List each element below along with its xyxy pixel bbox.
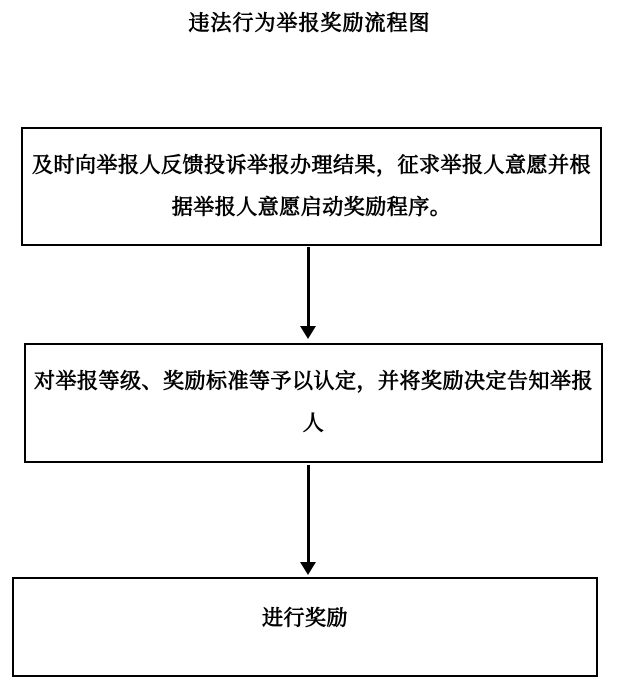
arrow-shaft bbox=[307, 247, 310, 327]
flow-step-feedback bbox=[21, 127, 602, 246]
arrow-head bbox=[300, 562, 316, 575]
arrow-down-icon bbox=[300, 247, 317, 339]
flow-step-reward-text: 进行奖励 bbox=[262, 607, 348, 630]
flow-step-feedback-text-line-2: 据举报人意愿启动奖励程序。 bbox=[171, 195, 452, 219]
flow-step-reward bbox=[12, 577, 598, 677]
flow-step-determination bbox=[24, 343, 603, 463]
flow-step-feedback-text-line-1: 及时向举报人反馈投诉举报办理结果，征求举报人意愿并根 bbox=[32, 153, 591, 177]
arrow-down-icon bbox=[300, 465, 317, 575]
flow-step-determination-text-line-2: 人 bbox=[302, 412, 325, 435]
arrow-head bbox=[300, 326, 316, 339]
page-title: 违法行为举报奖励流程图 bbox=[188, 12, 431, 35]
arrow-shaft bbox=[307, 465, 310, 563]
flow-step-determination-text-line-1: 对举报等级、奖励标准等予以认定，并将奖励决定告知举报 bbox=[34, 370, 593, 393]
